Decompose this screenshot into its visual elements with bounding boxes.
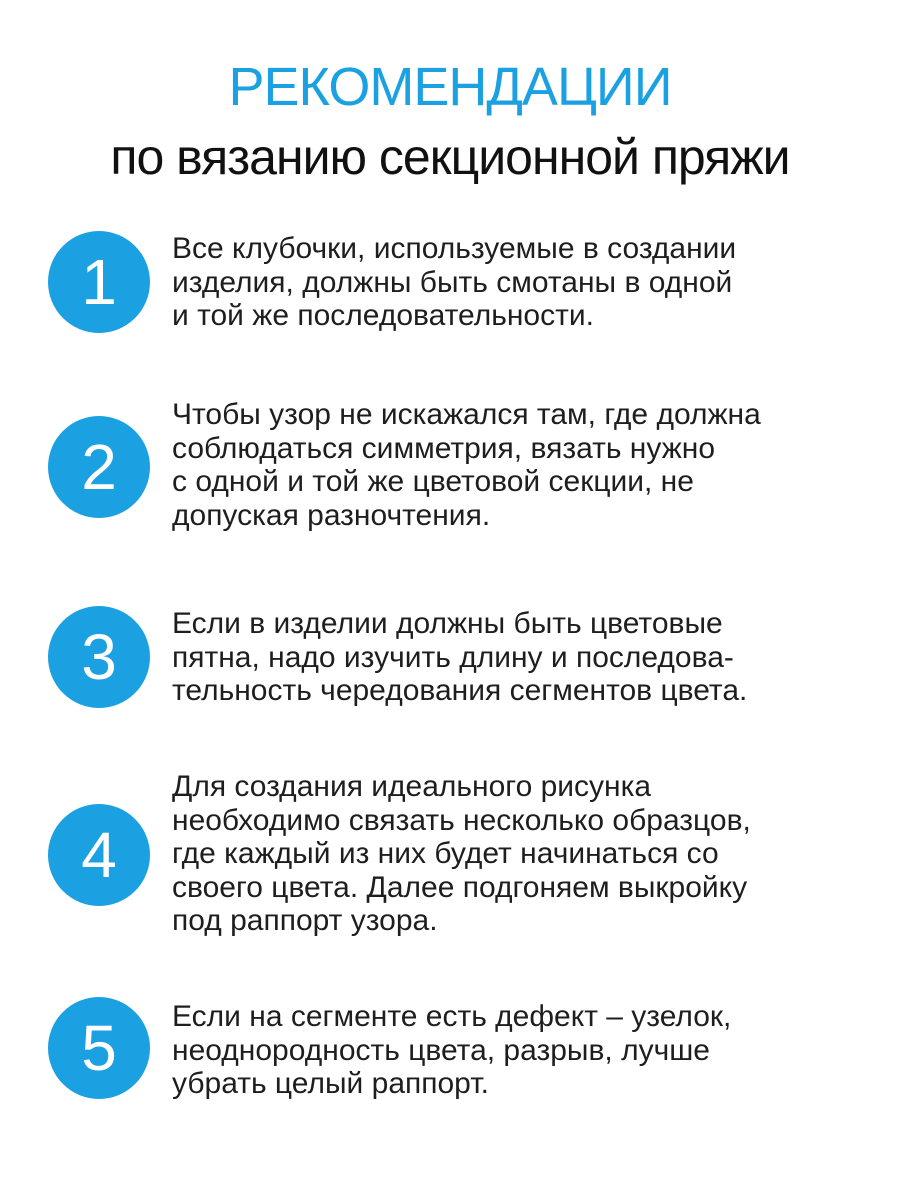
- recommendation-text: Чтобы узор не искажался там, где должна соблюдаться симметрия, вязать нужно с одной и той же цветовой секции, не допуская разночтения.: [172, 398, 761, 532]
- recommendation-text: Если в изделии должны быть цветовые пятна, надо изучить длину и последова- тельность чередования сегментов цвета.: [172, 607, 748, 707]
- step-number-badge: 4: [48, 804, 150, 906]
- page-subtitle: по вязанию секционной пряжи: [110, 129, 790, 185]
- recommendation-text: Для создания идеального рисунка необходимо связать несколько образцов, где каждый из них будет начинаться со своего цвета. Далее подгоняем выкройку под раппорт узора.: [172, 770, 751, 937]
- recommendation-text: Все клубочки, используемые в создании изделия, должны быть смотаны в одной и той же последовательности.: [172, 232, 737, 332]
- step-number-badge: 5: [48, 997, 150, 1099]
- page-title: РЕКОМЕНДАЦИИ: [228, 57, 672, 117]
- step-number-badge: 2: [48, 416, 150, 518]
- step-number-badge: 1: [48, 231, 150, 333]
- recommendation-text: Если на сегменте есть дефект – узелок, неоднородность цвета, разрыв, лучше убрать целый раппорт.: [172, 1000, 732, 1100]
- step-number-badge: 3: [48, 606, 150, 708]
